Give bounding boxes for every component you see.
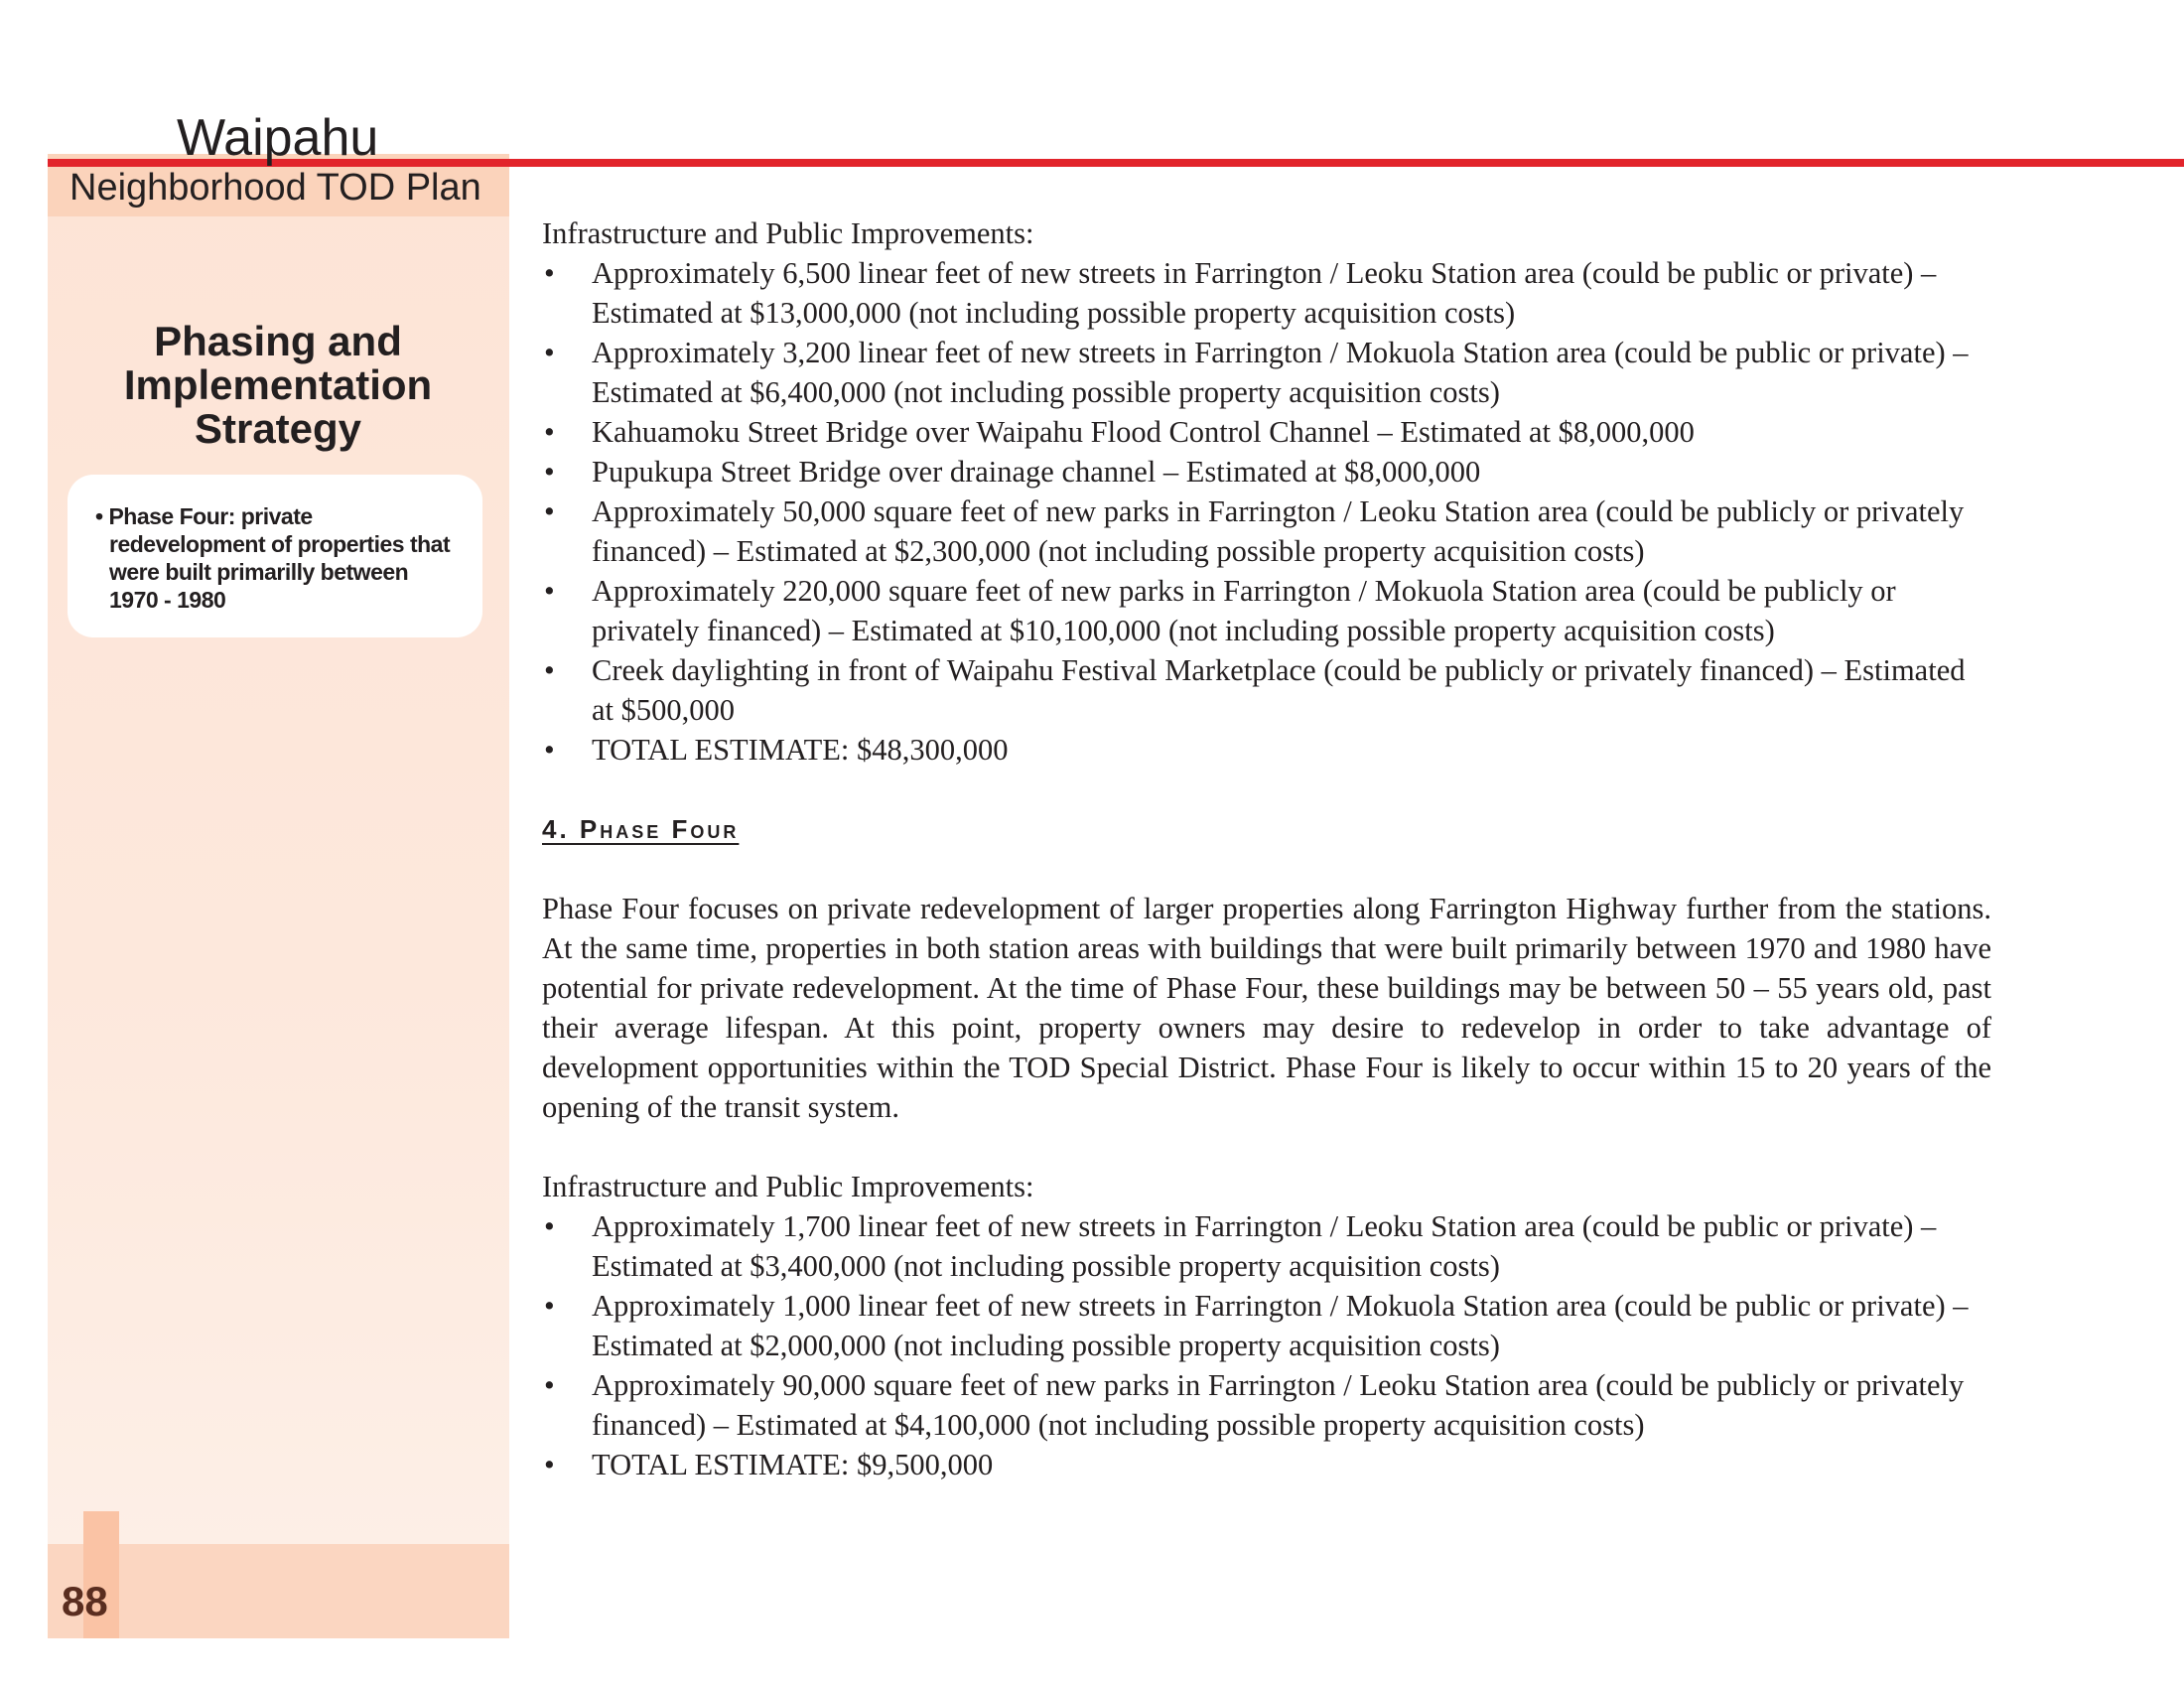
main-content bbox=[542, 213, 1991, 1484]
phase3-improvements-label: Infrastructure and Public Improvements: bbox=[542, 216, 1034, 250]
list-item: • Creek daylighting in front of Waipahu Festival Marketplace (could be publicly or privately financed) – Estimated at $500,000 bbox=[542, 650, 1991, 730]
callout-text: • Phase Four: private redevelopment of properties that were built primarilly between 1970 - 1980 bbox=[95, 503, 451, 613]
list-item: • Kahuamoku Street Bridge over Waipahu Flood Control Channel – Estimated at $8,000,000 bbox=[542, 412, 1991, 452]
list-item: • TOTAL ESTIMATE: $48,300,000 bbox=[542, 730, 1991, 770]
phase3-improvements-list bbox=[542, 253, 1991, 770]
list-item: • TOTAL ESTIMATE: $9,500,000 bbox=[542, 1445, 1991, 1484]
phase4-improvements-list bbox=[542, 1206, 1991, 1484]
list-item: • Pupukupa Street Bridge over drainage channel – Estimated at $8,000,000 bbox=[542, 452, 1991, 492]
section-title: Phasing and Implementation Strategy bbox=[123, 318, 433, 452]
list-item: • Approximately 50,000 square feet of new parks in Farrington / Leoku Station area (could be publicly or privately financed) – Estimated at $2,300,000 (not including possible property acquisition costs) bbox=[542, 492, 1991, 571]
list-item: • Approximately 6,500 linear feet of new streets in Farrington / Leoku Station area (could be public or private) – Estimated at $13,000,000 (not including possible property acquisition costs) bbox=[542, 253, 1991, 333]
document-title: Waipahu bbox=[177, 109, 379, 167]
phase4-improvements-label: Infrastructure and Public Improvements: bbox=[542, 1170, 1034, 1203]
phase-four-paragraph: Phase Four focuses on private redevelopment of larger properties along Farrington Highway further from the stations. At the same time, properties in both station areas with buildings that were built primarily between 1970 and 1980 have potential for private redevelopment. At the time of Phase Four, these buildings may be between 50 – 55 years old, past their average lifespan. At this point, property owners may desire to redevelop in order to take advantage of development opportunities within the TOD Special District. Phase Four is likely to occur within 15 to 20 years of the opening of the transit system. bbox=[542, 892, 1991, 1124]
list-item: • Approximately 3,200 linear feet of new streets in Farrington / Mokuola Station area (could be public or private) – Estimated at $6,400,000 (not including possible property acquisition costs) bbox=[542, 333, 1991, 412]
list-item: • Approximately 1,700 linear feet of new streets in Farrington / Leoku Station area (could be public or private) – Estimated at $3,400,000 (not including possible property acquisition costs) bbox=[542, 1206, 1991, 1286]
document-subtitle: Neighborhood TOD Plan bbox=[69, 167, 481, 209]
list-item: • Approximately 1,000 linear feet of new streets in Farrington / Mokuola Station area (could be public or private) – Estimated at $2,000,000 (not including possible property acquisition costs) bbox=[542, 1286, 1991, 1365]
phase-four-heading: 4. Phase Four bbox=[542, 814, 740, 844]
list-item: • Approximately 220,000 square feet of new parks in Farrington / Mokuola Station area (could be publicly or privately financed) – Estimated at $10,100,000 (not including possible property acquisition costs) bbox=[542, 571, 1991, 650]
callout-box bbox=[68, 475, 482, 637]
list-item: • Approximately 90,000 square feet of new parks in Farrington / Leoku Station area (could be publicly or privately financed) – Estimated at $4,100,000 (not including possible property acquisition costs) bbox=[542, 1365, 1991, 1445]
page-number: 88 bbox=[62, 1578, 108, 1624]
